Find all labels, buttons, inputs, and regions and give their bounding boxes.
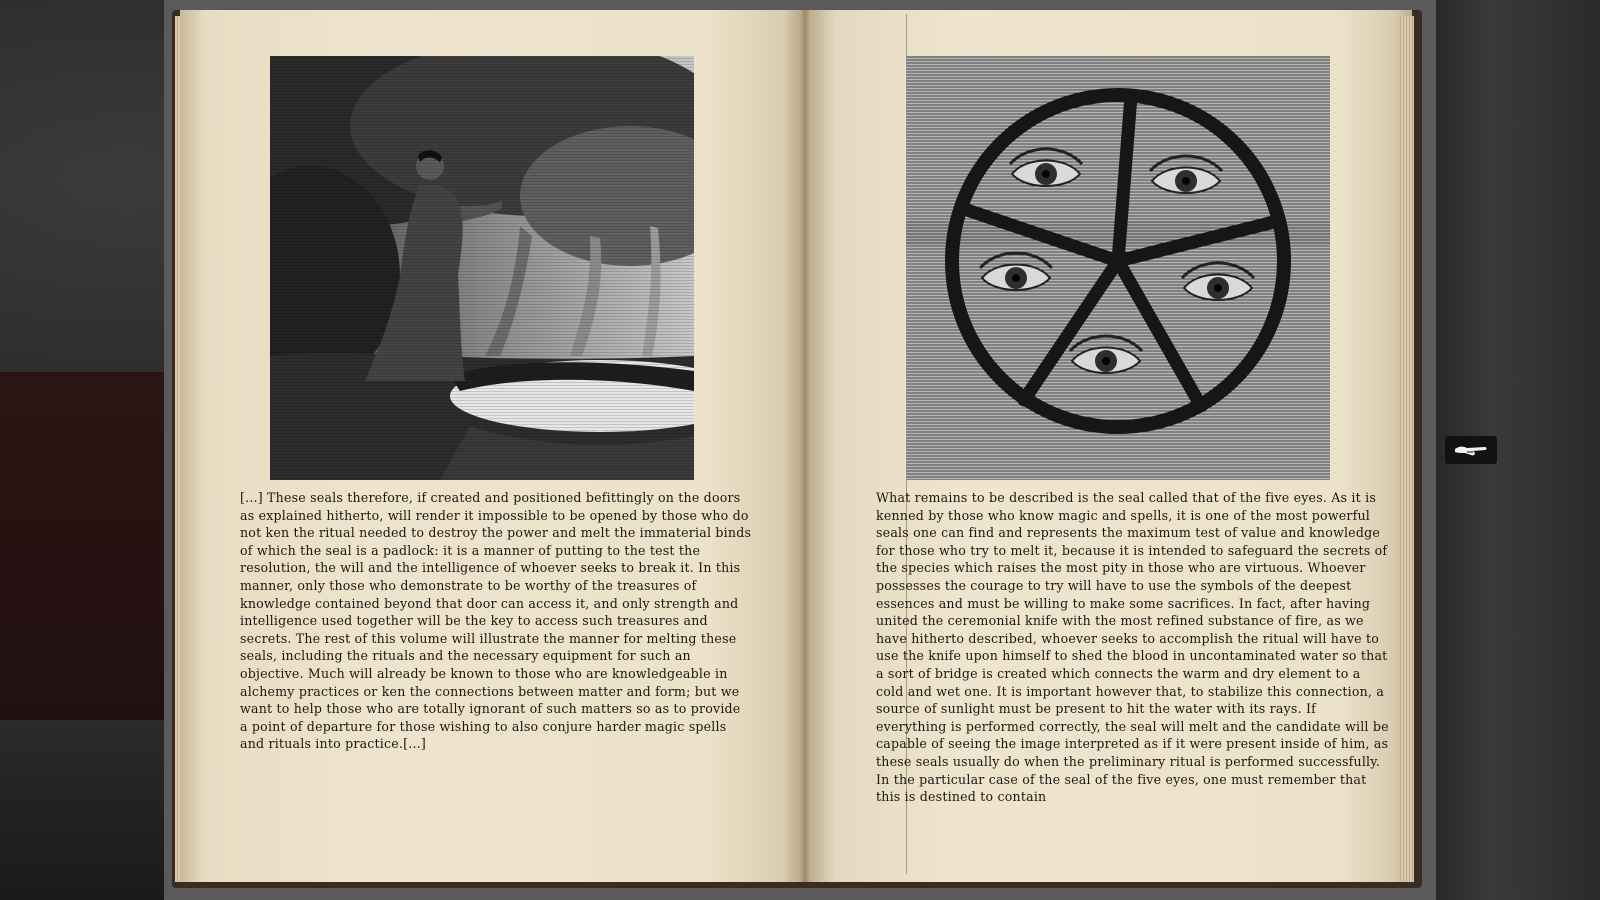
book-gutter — [800, 10, 810, 882]
left-page-text: [...] These seals therefore, if created and positioned befittingly on the doors as explained hitherto, will render it impossible to be opened by those who do not ken the ritual needed to destroy the power and melt the immaterial binds of which the seal is a padlock: it is a manner of putting to the test the resolution, the will and the intelligence of whoever seeks to break it. In this manner, only those who demonstrate to be worthy of the treasures of knowledge contained beyond that door can access it, and only strength and intelligence used together will be the key to access such treasures and secrets. The rest of this volume will illustrate the manner for melting these seals, including the rituals and the necessary equipment for such an objective. Much will already be known to those who are knowledgeable in alchemy practices or ken the connections between matter and form; but we want to help those who are totally ignorant of such matters so as to provide a point of departure for those wishing to also conjure harder magic spells and rituals into practice.[...] — [240, 490, 752, 752]
right-page-text: What remains to be described is the seal called that of the five eyes. As it is kenned by those who know magic and spells, it is one of the most powerful seals one can find and represents the maximum test of value and knowledge for those who try to melt it, because it is intended to safeguard the secrets of the species which raises the most pity in those who are virtuous. Whoever possesses the courage to try will have to use the symbols of the deepest essences and must be willing to make some sacrifices. In fact, after having united the ceremonial knife with the most refined substance of fire, as we have hitherto described, whoever seeks to accomplish the ritual will have to use the knife upon himself to shed the blood in uncontaminated water so that a sort of bridge is created which connects the warm and dry element to a cold and wet one. It is important however that, to stabilize this connection, a source of sunlight must be present to hit the water with its rays. If everything is performed correctly, the seal will melt and the candidate will be capable of seeing the image interpreted as if it were present inside of him, as these seals usually do when the preliminary ritual is performed successfully. In the particular case of the seal of the five eyes, one must remember that this is destined to contain — [876, 490, 1389, 805]
seal-of-five-eyes-engraving — [906, 56, 1330, 480]
illustration-five-eyes-seal — [906, 56, 1330, 480]
robed-figure-by-pond-engraving — [270, 56, 694, 480]
illustration-robed-figure — [270, 56, 694, 480]
next-page-button[interactable] — [1445, 436, 1497, 464]
background-floor — [0, 720, 175, 900]
background-shelf — [0, 372, 175, 732]
page-stack-right — [1400, 16, 1414, 882]
hand-pointing-right-icon — [1453, 440, 1489, 460]
